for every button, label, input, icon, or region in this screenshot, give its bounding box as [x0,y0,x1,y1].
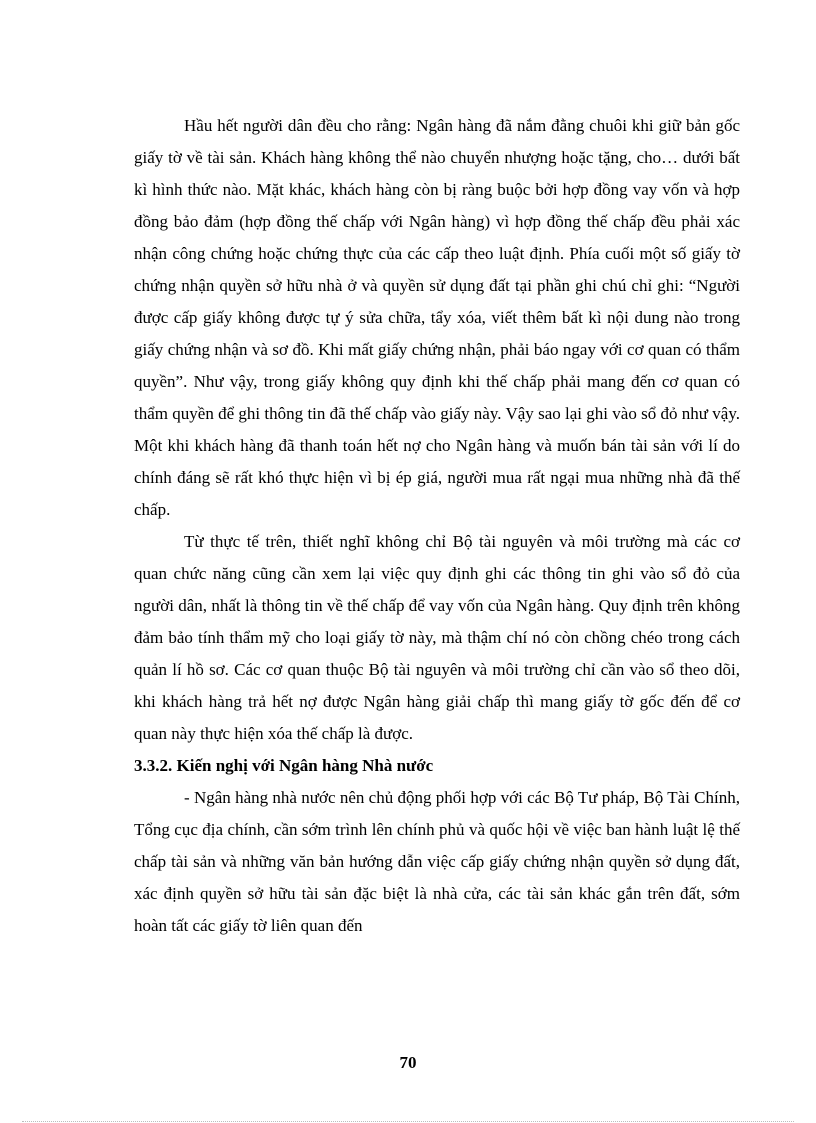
paragraph-ministry-recommendation: Từ thực tế trên, thiết nghĩ không chỉ Bộ tài nguyên và môi trường mà các cơ quan chức năng cũng cần xem lại việc quy định ghi các thông tin ghi vào sổ đỏ của người dân, nhất là thông tin về thế chấp để vay vốn của Ngân hàng. Quy định trên không đảm bảo tính thẩm mỹ cho loại giấy tờ này, mà thậm chí nó còn chồng chéo trong cách quản lí hồ sơ. Các cơ quan thuộc Bộ tài nguyên và môi trường chỉ cần vào sổ theo dõi, khi khách hàng trả hết nợ được Ngân hàng giải chấp thì mang giấy tờ gốc đến để cơ quan này thực hiện xóa thế chấp là được. [134,532,740,743]
page-number: 70 [399,1053,417,1072]
section-heading: 3.3.2. Kiến nghị với Ngân hàng Nhà nước [134,756,434,775]
page-bottom-divider [22,1121,794,1122]
page-content [134,110,740,942]
paragraph-mortgage-documents: Hầu hết người dân đều cho rằng: Ngân hàng đã nắm đằng chuôi khi giữ bản gốc giấy tờ về tài sản. Khách hàng không thể nào chuyển nhượng hoặc tặng, cho… dưới bất kì hình thức nào. Mặt khác, khách hàng còn bị ràng buộc bởi hợp đồng vay vốn và hợp đồng bảo đảm (hợp đồng thế chấp với Ngân hàng) vì hợp đồng thế chấp đều phải xác nhận công chứng hoặc chứng thực của các cấp theo luật định. Phía cuối một số giấy tờ chứng nhận quyền sở hữu nhà ở và quyền sử dụng đất tại phần ghi chú chỉ ghi: “Người được cấp giấy không được tự ý sửa chữa, tẩy xóa, viết thêm bất kì nội dung nào trong giấy chứng nhận và sơ đồ. Khi mất giấy chứng nhận, phải báo ngay với cơ quan có thẩm quyền”. Như vậy, trong giấy không quy định khi thế chấp phải mang đến cơ quan có thẩm quyền để ghi thông tin đã thế chấp vào giấy này. Vậy sao lại ghi vào sổ đỏ như vậy. Một khi khách hàng đã thanh toán hết nợ cho Ngân hàng và muốn bán tài sản với lí do chính đáng sẽ rất khó thực hiện vì bị ép giá, người mua rất ngại mua những nhà đã thế chấp. [134,116,740,519]
paragraph-state-bank-recommendation: - Ngân hàng nhà nước nên chủ động phối hợp với các Bộ Tư pháp, Bộ Tài Chính, Tổng cục địa chính, cần sớm trình lên chính phủ và quốc hội về việc ban hành luật lệ thế chấp tài sản và những văn bản hướng dẫn việc cấp giấy chứng nhận quyền sở dụng đất, xác định quyền sở hữu tài sản đặc biệt là nhà cửa, các tài sản khác gắn trên đất, sớm hoàn tất các giấy tờ liên quan đến [134,788,740,935]
